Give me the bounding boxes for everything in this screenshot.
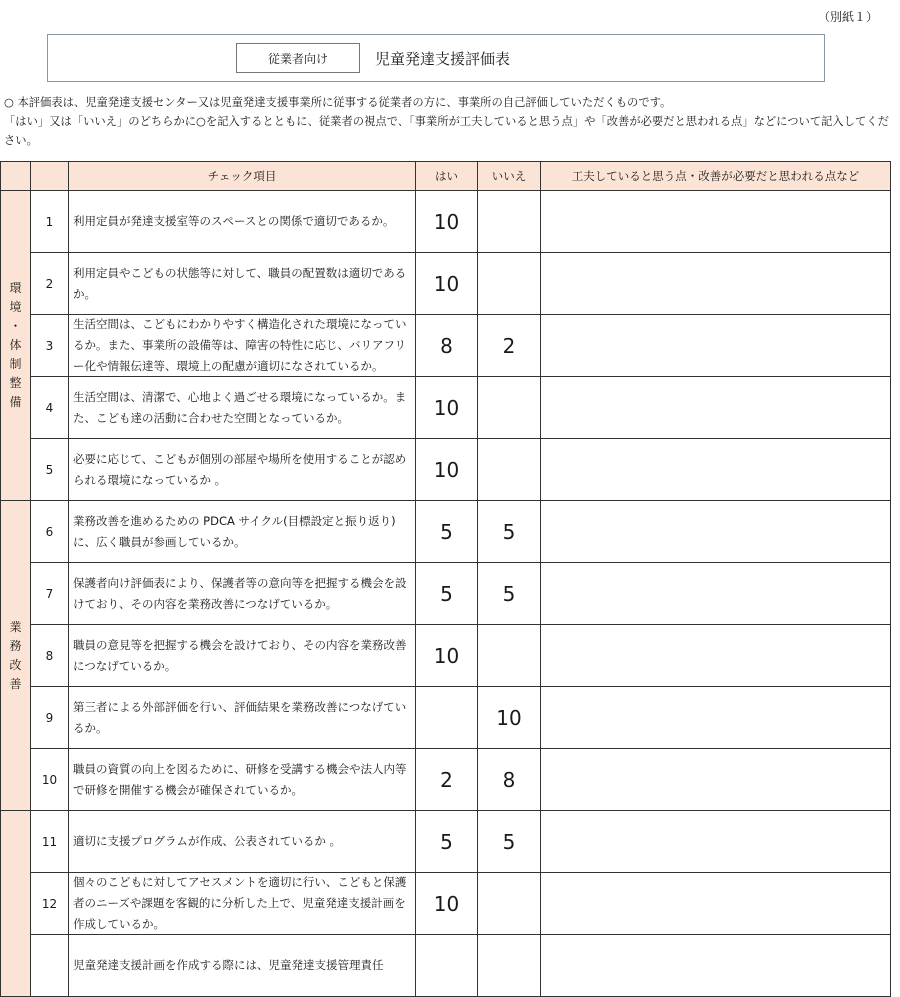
yes-count[interactable]: 10 [416, 191, 478, 253]
table-row [1, 253, 891, 315]
no-count[interactable]: 5 [478, 563, 541, 625]
item-number: 3 [31, 315, 69, 377]
check-item-text: 職員の意見等を把握する機会を設けており、その内容を業務改善につなげているか。 [73, 637, 407, 673]
no-count[interactable] [478, 377, 541, 439]
check-item-text: 第三者による外部評価を行い、評価結果を業務改善につなげているか。 [73, 699, 407, 735]
check-item-cell [69, 749, 416, 811]
yes-count[interactable]: 5 [416, 501, 478, 563]
table-row [1, 687, 891, 749]
no-count[interactable] [478, 625, 541, 687]
notes-cell[interactable] [541, 873, 891, 935]
item-number: 4 [31, 377, 69, 439]
check-item-cell [69, 191, 416, 253]
check-item-cell [69, 687, 416, 749]
check-item-text: 生活空間は、こどもにわかりやすく構造化された環境になっているか。また、事業所の設備等は、障害の特性に応じ、バリアフリー化や情報伝達等、環境上の配慮が適切になされているか。 [73, 317, 407, 373]
item-number: 10 [31, 749, 69, 811]
table-row [1, 935, 891, 997]
category-char: 制 [9, 357, 22, 371]
category-char: 整 [9, 376, 22, 390]
yes-count[interactable]: 10 [416, 625, 478, 687]
notes-cell[interactable] [541, 749, 891, 811]
check-item-cell [69, 253, 416, 315]
yes-count[interactable]: 5 [416, 563, 478, 625]
notes-cell[interactable] [541, 377, 891, 439]
check-item-cell [69, 377, 416, 439]
check-item-cell [69, 439, 416, 501]
yes-count[interactable]: 10 [416, 439, 478, 501]
no-count[interactable] [478, 935, 541, 997]
header-category [1, 162, 31, 191]
item-number: 8 [31, 625, 69, 687]
table-row [1, 563, 891, 625]
no-count[interactable]: 10 [478, 687, 541, 749]
check-item-cell [69, 873, 416, 935]
evaluation-table [0, 161, 891, 997]
table-row [1, 315, 891, 377]
item-number: 7 [31, 563, 69, 625]
yes-count[interactable]: 2 [416, 749, 478, 811]
yes-count[interactable]: 8 [416, 315, 478, 377]
check-item-text: 職員の資質の向上を図るために、研修を受講する機会や法人内等で研修を開催する機会が確保されているか。 [73, 761, 407, 797]
category-char: 業 [9, 619, 22, 634]
notes-cell[interactable] [541, 625, 891, 687]
header-check-item: チェック項目 [69, 162, 416, 191]
category-char: 善 [9, 676, 22, 691]
check-item-cell [69, 563, 416, 625]
check-item-text: 利用定員が発達支援室等のスペースとの関係で適切であるか。 [73, 214, 395, 228]
check-item-text: 適切に支援プログラムが作成、公表されているか 。 [73, 834, 342, 848]
instruction-line-1: ○ 本評価表は、児童発達支援センター又は児童発達支援事業所に従事する従業者の方に、事業所の自己評価していただくものです。 [4, 96, 672, 109]
check-item-text: 利用定員やこどもの状態等に対して、職員の配置数は適切であるか。 [73, 265, 407, 301]
check-item-cell [69, 625, 416, 687]
yes-count[interactable] [416, 687, 478, 749]
notes-cell[interactable] [541, 687, 891, 749]
category-char: 境 [9, 300, 22, 314]
check-item-text: 児童発達支援計画を作成する際には、児童発達支援管理責任 [73, 958, 384, 972]
yes-count[interactable]: 10 [416, 377, 478, 439]
no-count[interactable] [478, 253, 541, 315]
yes-count[interactable]: 10 [416, 253, 478, 315]
check-item-text: 保護者向け評価表により、保護者等の意向等を把握する機会を設けており、その内容を業務改善につなげているか。 [73, 575, 407, 611]
header-no: いいえ [478, 162, 541, 191]
item-number: 12 [31, 873, 69, 935]
no-count[interactable]: 2 [478, 315, 541, 377]
item-number [31, 935, 69, 997]
notes-cell[interactable] [541, 439, 891, 501]
notes-cell[interactable] [541, 191, 891, 253]
item-number: 11 [31, 811, 69, 873]
check-item-text: 必要に応じて、こどもが個別の部屋や場所を使用することが認められる環境になっているか 。 [73, 451, 407, 487]
no-count[interactable] [478, 439, 541, 501]
check-item-text: 生活空間は、清潔で、心地よく過ごせる環境になっているか。また、こども達の活動に合わせた空間となっているか。 [73, 389, 407, 425]
header-number [31, 162, 69, 191]
yes-count[interactable] [416, 935, 478, 997]
category-char: ・ [9, 319, 22, 333]
category-char: 環 [9, 281, 22, 295]
item-number: 2 [31, 253, 69, 315]
notes-cell[interactable] [541, 315, 891, 377]
notes-cell[interactable] [541, 501, 891, 563]
check-item-text: 業務改善を進めるための PDCA サイクル(目標設定と振り返り)に、広く職員が参画しているか。 [73, 513, 396, 549]
item-number: 9 [31, 687, 69, 749]
no-count[interactable] [478, 873, 541, 935]
table-row [1, 377, 891, 439]
title-box [47, 34, 825, 82]
page-title: 児童発達支援評価表 [375, 50, 511, 68]
no-count[interactable]: 8 [478, 749, 541, 811]
category-char: 務 [9, 638, 22, 653]
category-cell [1, 501, 31, 811]
check-item-cell [69, 935, 416, 997]
yes-count[interactable]: 10 [416, 873, 478, 935]
category-cell [1, 191, 31, 501]
table-row [1, 439, 891, 501]
item-number: 5 [31, 439, 69, 501]
no-count[interactable]: 5 [478, 811, 541, 873]
header-yes: はい [416, 162, 478, 191]
check-item-cell [69, 501, 416, 563]
item-number: 6 [31, 501, 69, 563]
table-row [1, 625, 891, 687]
notes-cell[interactable] [541, 935, 891, 997]
table-row [1, 191, 891, 253]
category-cell [1, 811, 31, 997]
notes-cell[interactable] [541, 563, 891, 625]
table-row [1, 811, 891, 873]
header-notes: 工夫していると思う点・改善が必要だと思われる点など [541, 162, 891, 191]
yes-count[interactable]: 5 [416, 811, 478, 873]
instruction-line-2: 「はい」又は「いいえ」のどちらかに○を記入するとともに、従業者の視点で、「事業所が工夫していると思う点」や「改善が必要だと思われる点」などについて記入してください。 [4, 115, 889, 147]
target-audience-badge: 従業者向け [236, 43, 360, 73]
table-row [1, 749, 891, 811]
category-char: 体 [9, 338, 22, 352]
table-row [1, 501, 891, 563]
item-number: 1 [31, 191, 69, 253]
instructions [4, 93, 894, 150]
no-count[interactable]: 5 [478, 501, 541, 563]
category-char: 備 [9, 395, 22, 409]
appendix-label: （別紙１） [817, 10, 878, 24]
notes-cell[interactable] [541, 253, 891, 315]
check-item-text: 個々のこどもに対してアセスメントを適切に行い、こどもと保護者のニーズや課題を客観的に分析した上で、児童発達支援計画を作成しているか。 [73, 875, 407, 931]
no-count[interactable] [478, 191, 541, 253]
category-char: 改 [9, 657, 22, 672]
table-header-row [1, 162, 891, 191]
notes-cell[interactable] [541, 811, 891, 873]
table-row [1, 873, 891, 935]
check-item-cell [69, 315, 416, 377]
check-item-cell [69, 811, 416, 873]
